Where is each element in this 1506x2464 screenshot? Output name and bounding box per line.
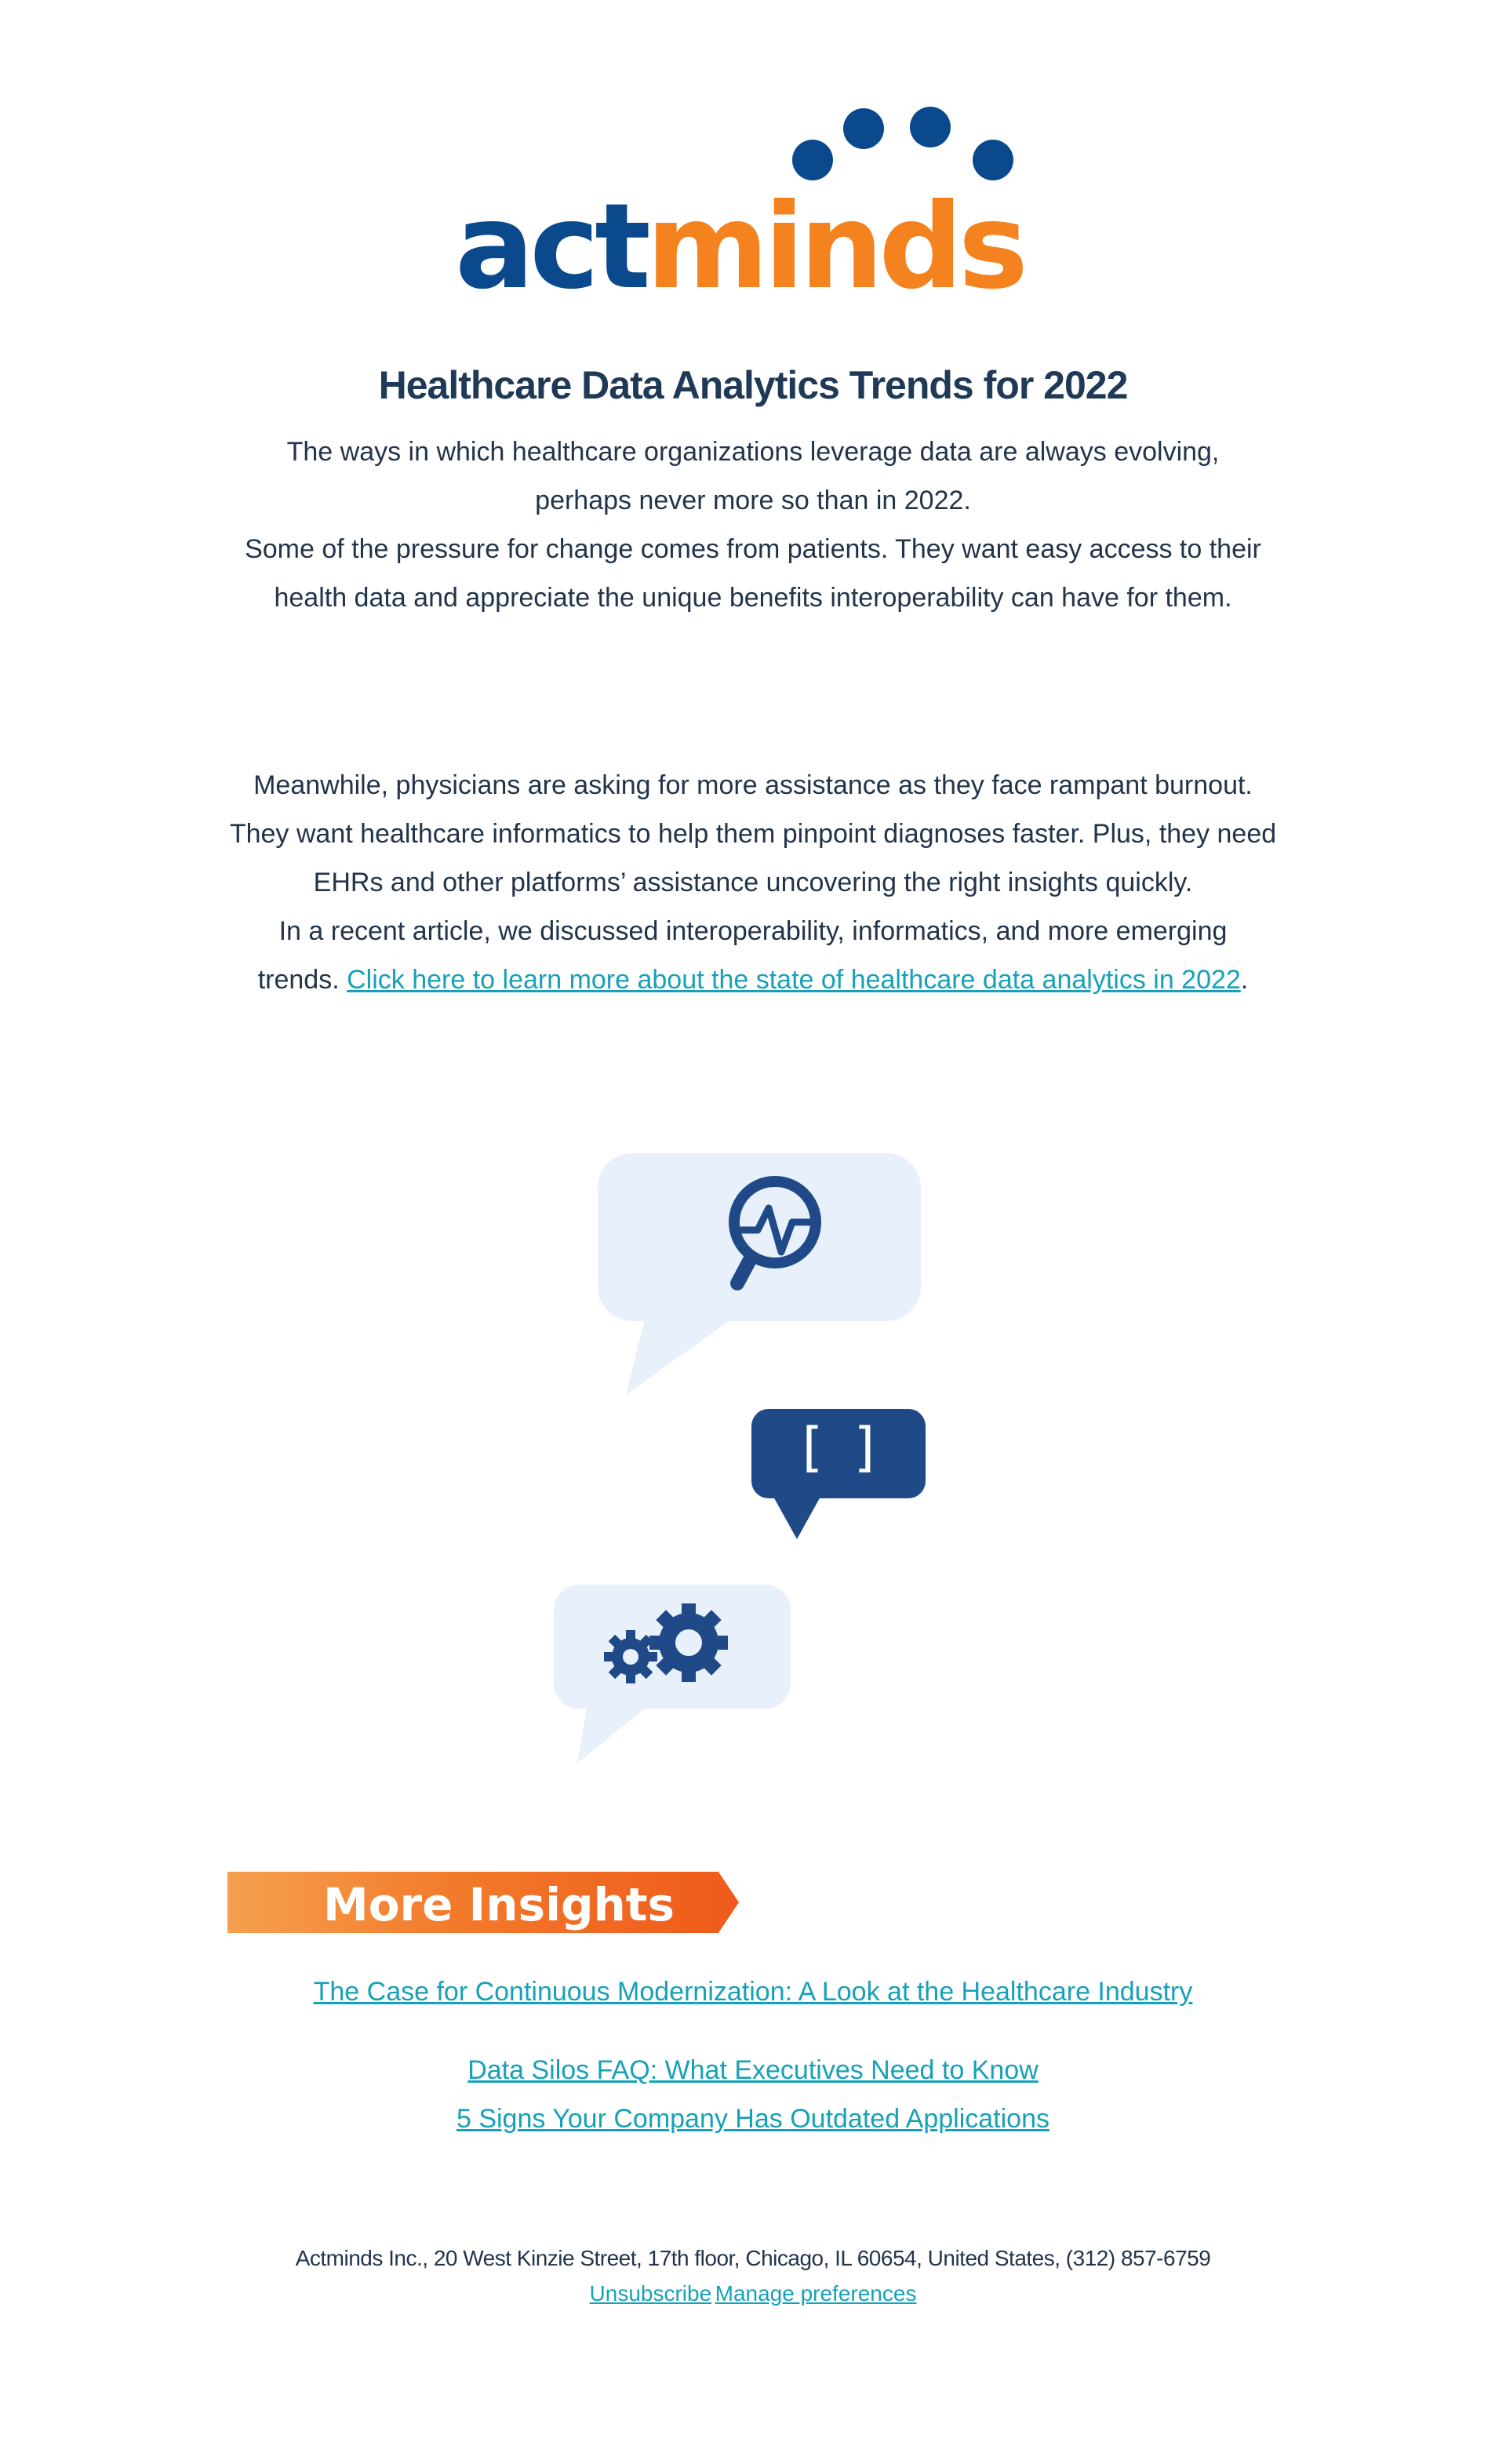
brackets-bubble-tail — [773, 1497, 820, 1539]
footer — [267, 2240, 1239, 2306]
recent-article-text: In a recent article, we discussed interoperability, informatics, and more emerging trends. — [257, 916, 1228, 995]
gears-icon — [604, 1602, 737, 1688]
logo-dot — [792, 140, 833, 180]
insight-link-continuous-modernization[interactable]: The Case for Continuous Modernization: A Look at the Healthcare Industry — [313, 1977, 1193, 2007]
insights-links — [220, 1977, 1286, 2007]
paragraph-recent-article — [227, 907, 1279, 1004]
period: . — [1240, 965, 1249, 995]
logo-minds: minds — [646, 179, 1024, 315]
article-body — [227, 761, 1279, 1004]
insight-link-outdated-applications[interactable]: 5 Signs Your Company Has Outdated Applications — [456, 2104, 1050, 2134]
brackets-icon: [ ] — [802, 1417, 875, 1479]
logo-wordmark — [455, 179, 1024, 315]
footer-links — [267, 2281, 1239, 2306]
insights-links-2 — [220, 2046, 1286, 2143]
logo-dot — [973, 140, 1013, 180]
magnifier-pulse-icon — [720, 1167, 838, 1308]
paragraph-intro: The ways in which healthcare organizations leverage data are always evolving, perhaps never more so than in 2022. — [286, 437, 1220, 515]
article-header — [220, 362, 1286, 408]
actminds-logo — [455, 94, 1035, 315]
manage-preferences-link[interactable]: Manage preferences — [715, 2281, 917, 2306]
more-insights-banner — [227, 1872, 739, 1933]
article-intro — [227, 428, 1279, 622]
unsubscribe-link[interactable]: Unsubscribe — [589, 2281, 712, 2306]
article-title: Healthcare Data Analytics Trends for 2022 — [378, 363, 1128, 407]
healthcare-analytics-article-link[interactable]: Click here to learn more about the state of healthcare data analytics in 2022 — [347, 965, 1241, 995]
magnifier-bubble-tail — [626, 1319, 731, 1395]
logo-act: act — [455, 179, 646, 315]
logo-dot — [910, 107, 951, 147]
footer-address: Actminds Inc., 20 West Kinzie Street, 17th floor, Chicago, IL 60654, United States, (312) 857-6759 — [295, 2246, 1211, 2270]
more-insights-heading: More Insights — [322, 1878, 675, 1931]
paragraph-patients: Some of the pressure for change comes from patients. They want easy access to their health data and appreciate the unique benefits interoperability can have for them. — [245, 534, 1261, 613]
logo-dot — [843, 108, 884, 149]
paragraph-physicians: Meanwhile, physicians are asking for more assistance as they face rampant burnout. They want healthcare informatics to help them pinpoint diagnoses faster. Plus, they need EHRs and other platforms’ assistance uncovering the right insights quickly. — [229, 770, 1277, 897]
insight-link-data-silos[interactable]: Data Silos FAQ: What Executives Need to Know — [467, 2055, 1039, 2085]
gears-bubble-tail — [577, 1707, 647, 1763]
